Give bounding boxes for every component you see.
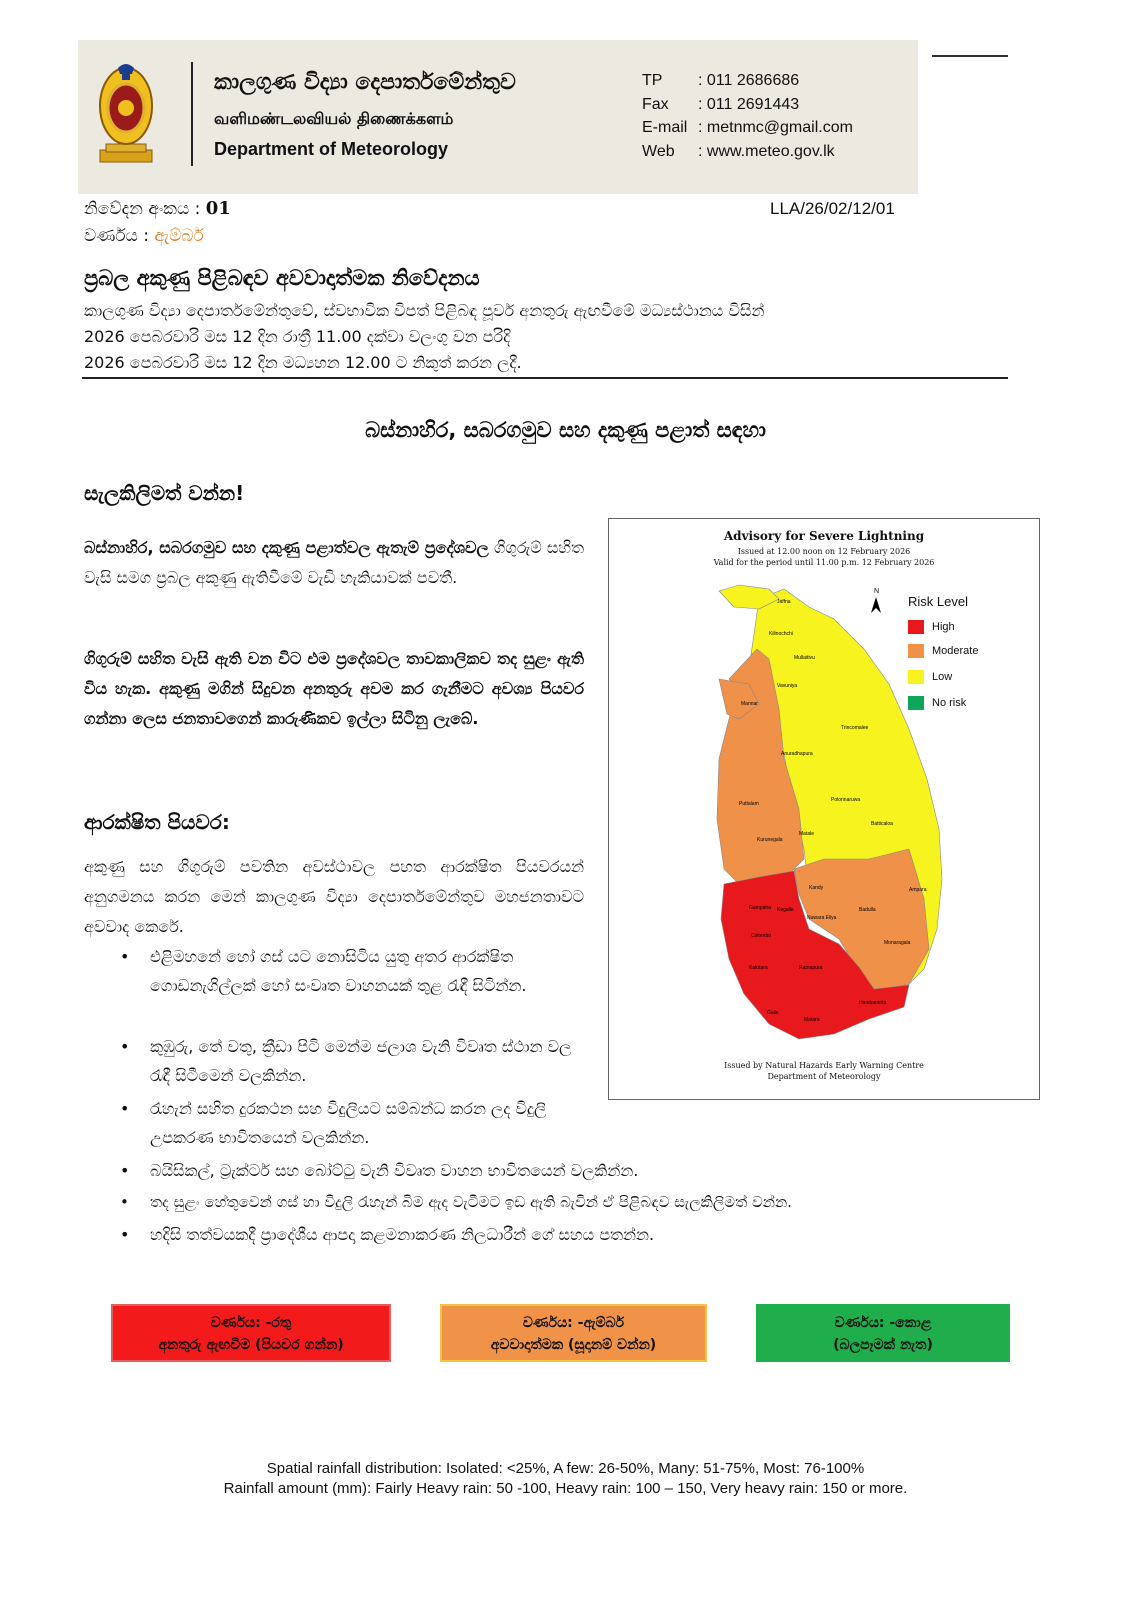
footer-rainfall-distribution: Spatial rainfall distribution: Isolated: <25%, A few: 26-50%, Many: 51-75%, Most: 76-100% [266, 1460, 865, 1477]
district-label: Batticaloa [871, 821, 893, 827]
legend-item-moderate: Moderate [908, 644, 978, 658]
legend-swatch [908, 644, 924, 658]
contact-tp: TP : 011 2686686 [642, 72, 800, 89]
list-item: • බයිසිකල්, ට්‍රැක්ටර් සහ බෝට්ටු වැනි විවෘත වාහන භාවිතයෙන් වලකින්න. [150, 1156, 1010, 1185]
notice-title: ප්‍රබල අකුණු පිළිබඳව අවවාදාත්මක නිවේදනය [84, 266, 480, 290]
district-label: Hambantota [859, 1000, 887, 1006]
district-label: Badulla [859, 907, 876, 913]
footer-rainfall-amount: Rainfall amount (mm): Fairly Heavy rain: 50 -100, Heavy rain: 100 – 150, Very heavy rain: 150 or more. [223, 1480, 908, 1497]
notice-color: වර්ණය : ඇම්බර් [84, 226, 204, 246]
legend-item-no-risk: No risk [908, 696, 966, 710]
list-item: • කුඹුරු, තේ වතු, ක්‍රීඩා පිටි මෙන්ම ජලාශ වැනි විවෘත ස්ථාන වල රැඳී සිටීමෙන් වලකින්න. [150, 1032, 584, 1090]
district-label: Kandy [809, 885, 824, 891]
national-emblem-logo [98, 60, 154, 166]
color-box-amber: වර්ණය: -ඇම්බර් අවවාදාත්මක (සූදානම් වන්න) [440, 1304, 707, 1362]
legend-swatch [908, 670, 924, 684]
legend-title: Risk Level [908, 594, 968, 609]
district-label: Mullaitivu [794, 655, 815, 661]
list-item: • තද සුළං හේතුවෙන් ගස් හා විදුලි රැහැන් බිම ඇද වැටීමට ඉඩ ඇති බැවින් ඒ පිළිබඳව සැලකිලිමත් වන්න. [150, 1188, 1010, 1217]
district-label: Monaragala [884, 940, 911, 946]
legend-item-low: Low [908, 670, 952, 684]
measures-heading: ආරක්ෂිත පියවර: [84, 810, 230, 834]
contact-web: Web : www.meteo.gov.lk [642, 142, 835, 160]
district-label: Matale [799, 831, 815, 837]
color-box-green: වර්ණය: -කොළ (බලපෑමක් නැත) [756, 1304, 1010, 1362]
district-label: Mannar [741, 701, 758, 707]
district-label: Ratnapura [799, 965, 823, 971]
bullet-icon: • [120, 1037, 130, 1056]
district-label: Puttalam [739, 801, 759, 807]
contact-fax: Fax : 011 2691443 [642, 95, 800, 113]
list-item: • හදිසි තත්වයකදී ප්‍රාදේශීය ආපදා කළමනාකරණ නිලධාරීන් ගේ සහය පතන්න. [150, 1220, 1010, 1249]
notice-color-value: ඇම්බර් [154, 226, 204, 246]
district-label: Vavuniya [777, 683, 798, 689]
bullet-icon: • [120, 947, 130, 966]
north-arrow-icon [871, 597, 881, 613]
district-label: Nuwara Eliya [807, 915, 837, 921]
department-name-tamil: வளிமண்டலவியல் திணைக்களம் [214, 109, 454, 128]
map-valid: Valid for the period until 11.00 p.m. 12 February 2026 [713, 558, 935, 567]
map-footer-1: Issued by Natural Hazards Early Warning Centre [724, 1061, 924, 1070]
advisory-paragraph-2: ගිගුරුම් සහිත වැසි ඇති වන විට එම ප්‍රදේශවල තාවකාලිකව තද සුළං ඇති විය හැක. අකුණු මගින් සිදුවන අනතුරු අවම කර ගැනීමට අවශ්‍ය පියවර ගන්නා ලෙස ජනතාවගෙන් කාරුණිකව ඉල්ලා සිටිනු ලැබේ. [84, 649, 584, 728]
color-box-red: වර්ණය: -රතු අනතුරු ඇඟවීම (පියවර ගන්න) [111, 1304, 391, 1362]
department-name-english: Department of Meteorology [214, 139, 449, 159]
district-label: Kilinochchi [769, 631, 793, 637]
list-item: • රැහැන් සහිත දුරකථන සහ විදුලියට සම්බන්ධ කරන ලද විදුලි උපකරණ භාවිතයෙන් වලකින්න. [150, 1094, 584, 1152]
top-right-rule [932, 55, 1008, 57]
map-issued: Issued at 12.00 noon on 12 February 2026 [737, 547, 911, 556]
notice-subtitle: කාලගුණ විද්‍යා දෙපාර්තමේන්තුවේ, ස්වභාවික විපත් පිළිබඳ පූර්ව අනතුරු ඇඟවීමේ මධ්‍යස්ථානය විසින් 2026 පෙබරවාරි මස 12 දින රාත්‍රී 11.00 දක්වා වලංගු වන පරිදි 2026 පෙබරවාරි මස 12 දින මධ්‍යහන 12.00 ට නිකුත් කරන ලදී. [84, 301, 765, 372]
district-label: Kegalle [777, 907, 794, 913]
district-label: Matara [804, 1017, 820, 1023]
region-heading: බස්නාහිර, සබරගමුව සහ දකුණු පළාත් සඳහා [365, 418, 766, 442]
district-label: Kalutara [749, 965, 768, 971]
alert-heading: සැලකිලිමත් වන්න! [84, 481, 245, 505]
district-label: Kurunegala [757, 837, 783, 843]
district-label: Jaffna [777, 599, 791, 605]
notice-reference: LLA/26/02/12/01 [770, 199, 895, 218]
title-rule [82, 377, 1008, 379]
contact-block [642, 69, 853, 163]
advisory-paragraph-1: බස්නාහිර, සබරගමුව සහ දකුණු පළාත්වල ඇතැම් ප්‍රදේශවල ගිගුරුම් සහිත වැසි සමග ප්‍රබල අකුණු ඇතිවීමේ වැඩි හැකියාවක් පවතී. [84, 538, 584, 587]
district-label: Galle [767, 1010, 779, 1016]
district-label: Colombo [751, 933, 772, 939]
bullet-icon: • [120, 1193, 129, 1211]
legend-item-high: High [908, 620, 955, 634]
map-footer-2: Department of Meteorology [767, 1072, 881, 1081]
lightning-risk-map [608, 518, 1040, 1100]
notice-number: නිවේදන අංකය : 01 [84, 198, 231, 219]
map-title: Advisory for Severe Lightning [723, 529, 925, 543]
north-label: N [874, 588, 880, 595]
district-label: Polonnaruwa [831, 797, 861, 803]
measures-intro: අකුණු සහ ගිගුරුම් පවතින අවස්ථාවල පහත ආරක්ෂිත පියවරයන් අනුගමනය කරන මෙන් කාලගුණ විද්‍යා දෙපාර්තමේන්තුව මහජනතාවට අවවාද කෙරේ. [84, 857, 584, 936]
district-label: Ampara [909, 887, 927, 893]
department-name-sinhala: කාලගුණ විද්‍යා දෙපාර්තමේන්තුව [214, 70, 516, 95]
legend-swatch [908, 620, 924, 634]
bullet-icon: • [120, 1161, 130, 1180]
bullet-icon: • [120, 1225, 130, 1244]
district-label: Anuradhapura [781, 751, 813, 757]
bullet-icon: • [120, 1099, 130, 1118]
list-item: • එළිමහනේ හෝ ගස් යට නොසිටිය යුතු අතර ආරක්ෂිත ගොඩනැගිල්ලක් හෝ සංවෘත වාහනයක් තුළ රැඳී සිටින්න. [150, 942, 584, 1000]
legend-swatch [908, 696, 924, 710]
district-label: Trincomalee [841, 725, 869, 731]
contact-email: E-mail : metnmc@gmail.com [642, 119, 853, 136]
district-label: Gampaha [749, 905, 771, 911]
header-divider [191, 62, 193, 166]
sri-lanka-map [609, 519, 1039, 1099]
